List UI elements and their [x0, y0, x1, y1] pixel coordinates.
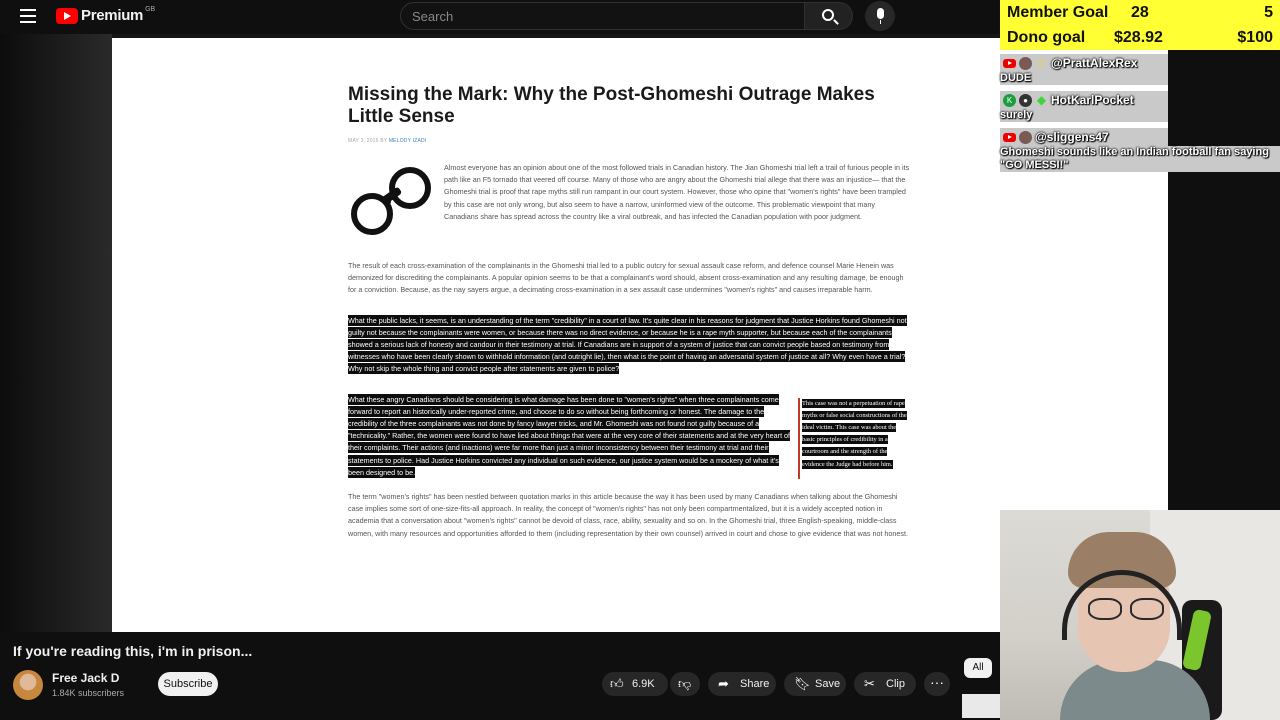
article-paragraph-1: Almost everyone has an opinion about one of the most followed trials in Canadian history. The Jian Ghomeshi trial left a trail of furious people in its path like an F5 tornado that veered off course. Many of those who are angry about the Ghomeshi trial allege that there was an injustice— that the Ghomeshi trial is proof that rape myths still run rampant in our court system. However, those who opine that "women's rights" have been trampled by this case are not only wrong, but also seem to have a narrow, uninformed view of the outcome. This problematic viewpoint that many Canadians share has spread across the country like a viral outbreak, and has infected the Canadian population with poor judgment. [444, 163, 910, 221]
article-page [112, 38, 1000, 632]
article-paragraph-4-highlighted [348, 394, 792, 479]
video-left-margin [0, 34, 112, 632]
search-button[interactable] [805, 2, 853, 30]
bookmark-icon: 🔖︎ [794, 676, 811, 691]
chat-message-header [1000, 91, 1168, 109]
moderator-badge-icon: ● [1019, 94, 1032, 107]
channel-avatar[interactable] [13, 670, 43, 700]
more-actions-icon[interactable]: ··· [924, 672, 950, 696]
menu-icon[interactable] [20, 9, 36, 23]
article-title: Missing the Mark: Why the Post-Ghomeshi Outrage Makes Little Sense [348, 84, 875, 127]
member-goal-current: 28 [1131, 4, 1149, 21]
kick-icon: K [1003, 94, 1016, 107]
highlighted-text: What the public lacks, it seems, is an understanding of the term "credibility" in a court of law. It's quite clear in his reasons for judgment that Justice Horkins found Ghomeshi not guilty not because the complainants were women, or because there was no direct evidence, or because he is a rape myth supporter, but because each of the complainants showed a serious lack of honesty and candour in their testimony at trial. If Canadians are in support of a system of justice that can convict people based on testimony from witnesses who have been clearly shown to withhold information (and outright lie), then what is the point of having an adversarial system of justice at all? Why even have a trial? Why not skip the whole thing and convict people after statements are given to police? [348, 315, 907, 374]
thumbs-down-icon: 👎︎ [678, 676, 692, 691]
chat-username: HotKarlPocket [1051, 93, 1134, 107]
scissors-icon: ✂ [864, 676, 875, 691]
article-meta [348, 138, 910, 144]
chat-message-header [1000, 54, 1168, 72]
chat-message [1000, 54, 1280, 91]
youtube-play-icon [56, 8, 78, 24]
article-paragraph-3-highlighted [348, 315, 910, 376]
video-title: If you're reading this, i'm in prison... [13, 643, 253, 659]
voice-search-button[interactable] [865, 1, 895, 31]
user-avatar-icon [1019, 131, 1032, 144]
clip-label: Clip [886, 678, 905, 690]
chat-message-header [1000, 128, 1168, 146]
highlighted-pullquote: This case was not a perpetuation of rape myths or false social constructions of the ideal victim. This case was about the basic principles of credibility in a courtroom and the strength of the evidence the Judge had before him. [802, 399, 907, 468]
member-goal-bar [1000, 0, 1280, 25]
search-input[interactable] [401, 3, 804, 29]
member-goal-label: Member Goal [1007, 4, 1109, 21]
article-paragraph-2: The result of each cross-examination of the complainants in the Ghomeshi trial led to a public outcry for sexual assault case reform, and defence counsel Marie Henein was demonized for discrediting the complainants. A popular opinion seems to be that a complainant's word should, absent cross-examination and any resulting damage, be enough for a conviction. Because, as the nay sayers argue, a decimating cross-examination in a sex assault case undermines "women's rights" and causes irreparable harm. [348, 261, 904, 295]
subscriber-count: 1.84K subscribers [52, 688, 125, 698]
microphone-icon [877, 8, 884, 19]
video-info [0, 632, 1000, 720]
chat-text: DUDE [1000, 72, 1168, 85]
chat-username: @PrattAlexRex [1051, 56, 1138, 70]
youtube-premium-logo[interactable] [56, 7, 155, 24]
chat-message [1000, 91, 1280, 128]
intro-row [348, 162, 910, 242]
dono-goal-bar [1000, 25, 1280, 50]
handcuffs-icon [348, 162, 444, 242]
article-author: MELODY IZADI [388, 138, 427, 144]
youtube-icon [1003, 133, 1016, 142]
user-avatar-icon [1019, 57, 1032, 70]
share-button[interactable] [708, 672, 776, 696]
clip-button[interactable] [854, 672, 916, 696]
region-label: GB [145, 6, 156, 13]
chat-text: surely [1000, 109, 1168, 122]
article [348, 84, 910, 540]
search-box[interactable] [400, 2, 805, 30]
glasses-icon [1084, 598, 1168, 618]
dono-goal-current: $28.92 [1114, 29, 1163, 46]
related-video-thumbnail[interactable] [962, 694, 1000, 718]
chat-message [1000, 128, 1280, 178]
dislike-button[interactable] [670, 672, 700, 696]
chip-all[interactable]: All [964, 658, 992, 678]
article-paragraph-5: The term "women's rights" has been nestled between quotation marks in this article because the way it has been used by many Canadians when talking about the Ghomeshi case implies some sort of one-size-fits-all approach. In reality, the concept of "women's rights" has not only been compartmentalized, but it is a widely accepted notion in academia that a conversation about "women's rights" cannot be devoid of class, race, ability, sexuality and so on. In the Ghomeshi trial, three English-speaking, middle-class women, with many resources and opportunities afforded to them (including representation by their own counsel) arrived in court and chose to give evidence that was not honest. [348, 492, 909, 538]
pull-quote [798, 398, 910, 479]
search-icon [822, 9, 834, 21]
dono-goal-label: Dono goal [1007, 29, 1086, 46]
like-count: 6.9K [632, 678, 655, 690]
top-bar [0, 0, 1000, 34]
paragraph-row-4 [348, 394, 910, 479]
webcam-feed [1000, 510, 1280, 720]
dono-goal-target: $100 [1237, 29, 1273, 46]
logo-text: Premium [81, 7, 144, 24]
member-badge-icon: ☆ [1036, 56, 1047, 70]
youtube-icon [1003, 59, 1016, 68]
save-label: Save [815, 678, 841, 690]
thumbs-up-icon: 👍︎ [610, 676, 624, 691]
chat-text: Ghomeshi sounds like an Indian football fan saying "GO MESSI!" [1000, 146, 1280, 172]
chat-overlay [1000, 54, 1280, 178]
channel-name[interactable]: Free Jack D [52, 671, 120, 685]
member-goal-target: 5 [1264, 4, 1273, 21]
article-date: MAY 3, 2016 BY [348, 138, 388, 144]
like-button[interactable] [602, 672, 668, 696]
gem-badge-icon: ◆ [1036, 93, 1047, 107]
save-button[interactable] [784, 672, 846, 696]
subscribe-button[interactable]: Subscribe [158, 672, 218, 696]
highlighted-text: What these angry Canadians should be considering is what damage has been done to "women's rights" when three complainants come forward to report an historically under-reported crime, and choose to do so without being forthcoming or honest. The damage to the credibility of the three complainants was not done by fancy lawyer tricks, and Mr. Ghomeshi was not found not guilty because of a "technicality." Rather, the women were found to have lied about things that were at the very core of their statements and at the very heart of their complaints. Their actions (and inactions) were far more than just a minor inconsistency between their testimony at trial and their statements to police. Had Justice Horkins convicted any individual on such evidence, our justice system would be a mockery of what it's been designed to be. [348, 394, 791, 477]
video-player[interactable] [0, 34, 1000, 632]
share-label: Share [740, 678, 770, 690]
share-icon: ➦ [718, 676, 729, 691]
chat-username: @sliggens47 [1035, 130, 1109, 144]
